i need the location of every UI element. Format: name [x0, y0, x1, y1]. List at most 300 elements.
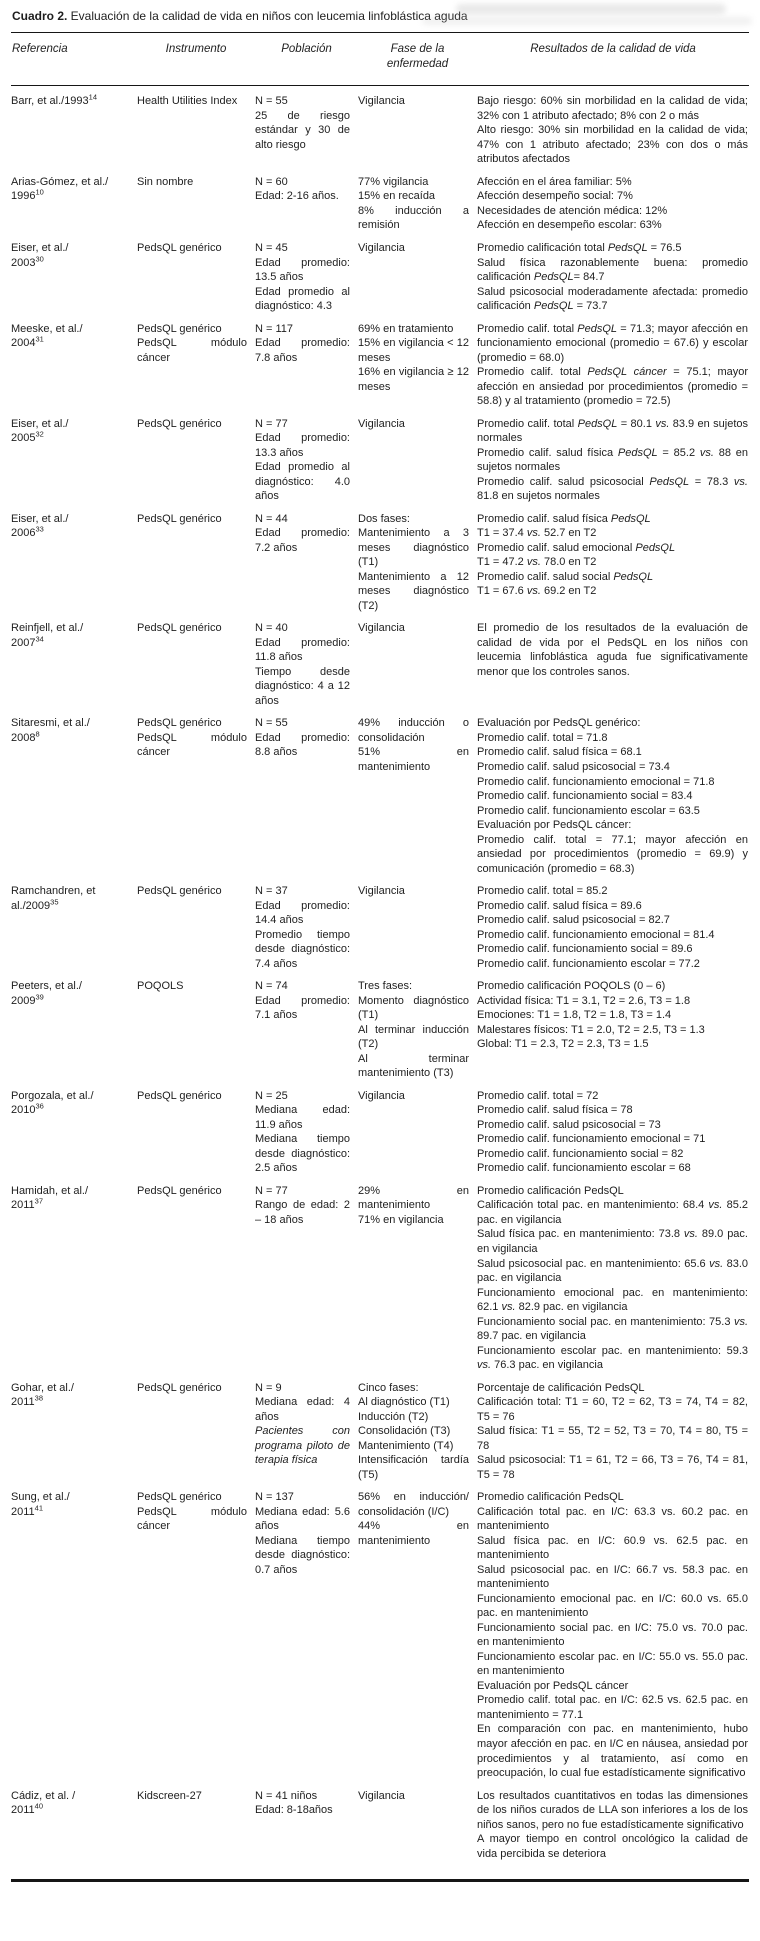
instrument-cell: [137, 876, 255, 971]
citation-superscript: 8: [35, 729, 40, 739]
population-cell: [255, 1176, 358, 1373]
table-row: [11, 1176, 749, 1373]
citation-superscript: 14: [88, 92, 98, 102]
results-cell: [477, 613, 749, 708]
table-caption-label: Cuadro 2.: [12, 9, 68, 23]
cell-line: 1996$^{10}$: [11, 187, 44, 203]
citation-superscript: 31: [35, 334, 44, 344]
cell-line: Porcentaje de calificación PedsQL: [477, 1381, 645, 1394]
cell-line: 51% en mantenimiento: [358, 746, 469, 773]
cell-line: Afección en el área familiar: 5%: [477, 175, 632, 188]
cell-line: Peeters, et al./: [11, 980, 82, 993]
cell-line: POQOLS: [137, 980, 184, 993]
cell-line: Promedio calificación PedsQL: [477, 1491, 624, 1504]
reference-cell: [11, 233, 137, 314]
cell-line: Kidscreen-27: [137, 1789, 202, 1802]
quality-of-life-table: [11, 33, 749, 1877]
cell-line: Bajo riesgo: 60% sin morbilidad en la calidad de vida; 32% con 1 atributo afectado; 8% con 2 o más: [477, 95, 748, 122]
instrument-cell: [137, 1081, 255, 1176]
table-row: [11, 971, 749, 1081]
cell-line: Vigilancia: [358, 1089, 405, 1102]
cell-line: Mediana edad: 4 años: [255, 1396, 350, 1423]
cell-line: N = 9: [255, 1381, 282, 1394]
cell-line: Evaluación por PedsQL genérico:: [477, 717, 641, 730]
phase-cell: [358, 167, 477, 233]
cell-line: 2005$^{32}$: [11, 429, 44, 445]
cell-line: Salud física pac. en I/C: 60.9 vs. 62.5 pac. en mantenimiento: [477, 1534, 748, 1562]
cell-line: 16% en vigilancia ≥ 12 meses: [358, 366, 469, 393]
cell-line: Promedio calificación POQOLS (0 – 6): [477, 980, 666, 993]
cell-line: Al diagnóstico (T1): [358, 1396, 450, 1409]
cell-line: Funcionamiento emocional pac. en mantenimiento: 62.1 vs. 82.9 pac. en vigilancia: [477, 1286, 748, 1314]
cell-line: 2006$^{33}$: [11, 524, 44, 540]
cell-line: PedsQL genérico: [137, 1089, 222, 1102]
cell-line: Promedio calif. funcionamiento social = 82: [477, 1147, 684, 1160]
population-cell: [255, 1482, 358, 1780]
cell-line: 71% en vigilancia: [358, 1213, 444, 1226]
instrument-cell: [137, 613, 255, 708]
cell-line: Arias-Gómez, et al./: [11, 175, 109, 188]
cell-line: Sung, et al./: [11, 1491, 70, 1504]
results-cell: [477, 1781, 749, 1878]
cell-line: Malestares físicos: T1 = 2.0, T2 = 2.5, T3 = 1.3: [477, 1023, 705, 1036]
cell-line: Promedio calif. salud social PedsQL: [477, 570, 654, 583]
cell-line: PedsQL módulo cáncer: [137, 1505, 247, 1533]
reference-cell: [11, 504, 137, 614]
phase-cell: [358, 314, 477, 409]
table-row: [11, 708, 749, 876]
cell-line: Promedio calif. salud física = 78: [477, 1104, 633, 1117]
cell-line: Sitaresmi, et al./: [11, 717, 90, 730]
cell-line: Vigilancia: [358, 417, 405, 430]
instrument-cell: [137, 1176, 255, 1373]
table-row: [11, 86, 749, 167]
population-cell: [255, 86, 358, 167]
cell-line: En comparación con pac. en mantenimiento, hubo mayor afección en pac. en I/C en náusea, ansiedad por procedimientos y al tratamiento, así como en preocupación, lo cual fue estadísticamente significativo: [477, 1723, 748, 1780]
citation-superscript: 30: [35, 253, 44, 263]
cell-line: Salud física: T1 = 55, T2 = 52, T3 = 70, T4 = 80, T5 = 78: [477, 1425, 748, 1452]
cell-line: Promedio calificación total PedsQL = 76.5: [477, 241, 682, 254]
cell-line: Barr, et al./1993$^{14}$: [11, 92, 98, 108]
reference-cell: [11, 314, 137, 409]
instrument-cell: [137, 971, 255, 1081]
cell-line: Evaluación por PedsQL cáncer:: [477, 819, 632, 832]
cell-line: Edad promedio al diagnóstico: 4.0 años: [255, 461, 350, 503]
reference-cell: [11, 971, 137, 1081]
cell-line: Intensificación tardía (T5): [358, 1454, 469, 1481]
cell-line: Reinfjell, et al./: [11, 622, 84, 635]
cell-line: Promedio calif. total = 77.1; mayor afección en ansiedad por procedimientos (promedio = 69.9) y comunicación (promedio = 68.3): [477, 833, 748, 875]
cell-line: Edad promedio: 7.1 años: [255, 994, 350, 1022]
cell-line: Eiser, et al./: [11, 417, 69, 430]
cell-line: Promedio calif. total = 72: [477, 1089, 599, 1102]
cell-line: Inducción (T2): [358, 1410, 429, 1423]
table-row: [11, 167, 749, 233]
population-cell: [255, 504, 358, 614]
cell-line: Mantenimiento (T4): [358, 1439, 454, 1452]
column-header-poblacion: Población: [255, 33, 358, 86]
cell-line: Promedio calif. total = 71.8: [477, 731, 608, 744]
cell-line: 2004$^{31}$: [11, 334, 44, 350]
citation-superscript: 34: [35, 634, 44, 644]
scan-smudge-artifact: [422, 17, 752, 25]
cell-line: Funcionamiento escolar pac. en I/C: 55.0 vs. 55.0 pac. en mantenimiento: [477, 1650, 748, 1678]
phase-cell: [358, 613, 477, 708]
reference-cell: [11, 167, 137, 233]
cell-line: Al terminar mantenimiento (T3): [358, 1052, 469, 1080]
phase-cell: [358, 1373, 477, 1483]
cell-line: PedsQL genérico: [137, 1381, 222, 1394]
cell-line: Tiempo desde diagnóstico: 4 a 12 años: [255, 665, 350, 707]
cell-line: N = 45: [255, 241, 288, 254]
cell-line: Necesidades de atención médica: 12%: [477, 204, 668, 217]
cell-line: 77% vigilancia: [358, 175, 429, 188]
cell-line: Promedio calif. salud psicosocial = 73: [477, 1118, 661, 1131]
reference-cell: [11, 1081, 137, 1176]
cell-line: PedsQL genérico: [137, 885, 222, 898]
cell-line: Mantenimiento a 12 meses diagnóstico (T2): [358, 570, 469, 612]
cell-line: Vigilancia: [358, 1789, 405, 1802]
table-row: [11, 1781, 749, 1878]
cell-line: N = 137: [255, 1491, 294, 1504]
cell-line: Mediana edad: 5.6 años: [255, 1505, 350, 1533]
cell-line: Alto riesgo: 30% sin morbilidad en la calidad de vida; 47% con 1 atributo afectado; 23% con dos o más atributos afectados: [477, 124, 748, 166]
cell-line: Sin nombre: [137, 175, 194, 188]
table-caption-text: Evaluación de la calidad de vida en niños con leucemia linfoblástica aguda: [67, 9, 468, 23]
table-row: [11, 1482, 749, 1780]
cell-line: 15% en recaída: [358, 190, 436, 203]
cell-line: El promedio de los resultados de la evaluación de calidad de vida por el PedsQL en los niños con leucemia linfoblástica aguda fue significativamente menor que los controles sanos.: [477, 622, 748, 678]
cell-line: T1 = 67.6 vs. 69.2 en T2: [477, 585, 597, 598]
cell-line: Funcionamiento escolar pac. en mantenimiento: 59.3 vs. 76.3 pac. en vigilancia: [477, 1344, 748, 1372]
cell-line: 69% en tratamiento: [358, 322, 454, 335]
results-cell: [477, 504, 749, 614]
cell-line: Promedio calif. funcionamiento escolar = 77.2: [477, 957, 700, 970]
cell-line: 29% en mantenimiento: [358, 1184, 469, 1212]
results-cell: [477, 314, 749, 409]
cell-line: Mediana tiempo desde diagnóstico: 2.5 años: [255, 1133, 350, 1175]
reference-cell: [11, 1373, 137, 1483]
cell-line: Eiser, et al./: [11, 241, 69, 254]
table-row: [11, 613, 749, 708]
cell-line: PedsQL genérico: [137, 322, 222, 335]
cell-line: Calificación total pac. en mantenimiento: 68.4 vs. 85.2 pac. en vigilancia: [477, 1199, 748, 1226]
cell-line: Edad promedio: 11.8 años: [255, 636, 350, 664]
phase-cell: [358, 409, 477, 504]
cell-line: Mantenimiento a 3 meses diagnóstico (T1): [358, 527, 469, 569]
cell-line: Edad promedio al diagnóstico: 4.3: [255, 285, 350, 313]
cell-line: Mediana tiempo desde diagnóstico: 0.7 años: [255, 1534, 350, 1576]
results-cell: [477, 1482, 749, 1780]
cell-line: Promedio calif. salud emocional PedsQL: [477, 541, 676, 554]
cell-line: Promedio calif. salud física PedsQL = 85.2 vs. 88 en sujetos normales: [477, 446, 748, 474]
citation-superscript: 41: [34, 1503, 43, 1513]
cell-line: Promedio tiempo desde diagnóstico: 7.4 años: [255, 928, 350, 970]
population-cell: [255, 1373, 358, 1483]
phase-cell: [358, 1781, 477, 1878]
reference-cell: [11, 613, 137, 708]
citation-superscript: 37: [34, 1196, 43, 1206]
cell-line: Eiser, et al./: [11, 512, 69, 525]
cell-line: Emociones: T1 = 1.8, T2 = 1.8, T3 = 1.4: [477, 1009, 672, 1022]
cell-line: Vigilancia: [358, 241, 405, 254]
cell-line: Edad promedio: 13.5 años: [255, 256, 350, 284]
cell-line: N = 44: [255, 512, 288, 525]
cell-line: Calificación total: T1 = 60, T2 = 62, T3 = 74, T4 = 82, T5 = 76: [477, 1396, 748, 1423]
cell-line: Meeske, et al./: [11, 322, 83, 335]
citation-superscript: 10: [35, 187, 44, 197]
instrument-cell: [137, 314, 255, 409]
cell-line: 2011$^{40}$: [11, 1801, 43, 1817]
instrument-cell: [137, 409, 255, 504]
reference-cell: [11, 86, 137, 167]
cell-line: Momento diagnóstico (T1): [358, 994, 469, 1022]
cell-line: 2009$^{39}$: [11, 992, 44, 1007]
cell-line: PedsQL genérico: [137, 1184, 222, 1197]
cell-line: 2007$^{34}$: [11, 634, 44, 649]
instrument-cell: [137, 708, 255, 876]
results-cell: [477, 1176, 749, 1373]
cell-line: PedsQL genérico: [137, 241, 222, 254]
cell-line: Salud psicosocial pac. en I/C: 66.7 vs. 58.3 pac. en mantenimiento: [477, 1563, 748, 1591]
instrument-cell: [137, 167, 255, 233]
cell-line: N = 60: [255, 175, 288, 188]
cell-line: 49% inducción o consolidación: [358, 717, 469, 744]
cell-line: N = 55: [255, 95, 288, 108]
table-row: [11, 876, 749, 971]
cell-line: Salud psicosocial moderadamente afectada: promedio calificación PedsQL = 73.7: [477, 285, 748, 313]
citation-superscript: 32: [35, 429, 44, 439]
cell-line: al./2009$^{35}$: [11, 896, 59, 912]
cell-line: PedsQL genérico: [137, 512, 222, 525]
phase-cell: [358, 86, 477, 167]
phase-cell: [358, 233, 477, 314]
population-cell: [255, 1781, 358, 1878]
cell-line: Health Utilities Index: [137, 95, 238, 108]
population-cell: [255, 233, 358, 314]
cell-line: Edad promedio: 13.3 años: [255, 432, 350, 459]
cell-line: Promedio calif. total PedsQL cáncer = 75.1; mayor afección en ansiedad por procedimientos (promedio = 58.8) y al tratamiento (promedio = 72.5): [477, 366, 749, 408]
cell-line: Promedio calif. total PedsQL = 71.3; mayor afección en funcionamiento emocional (promedio = 67.6) y escolar (promedio = 68.0): [477, 322, 749, 364]
population-cell: [255, 708, 358, 876]
cell-line: Promedio calif. funcionamiento social = 89.6: [477, 943, 693, 956]
cell-line: Edad promedio: 7.8 años: [255, 337, 350, 364]
population-cell: [255, 613, 358, 708]
cell-line: Edad: 8-18años: [255, 1804, 333, 1817]
scan-smudge-artifact: [456, 4, 726, 14]
cell-line: Salud psicosocial: T1 = 61, T2 = 66, T3 = 76, T4 = 81, T5 = 78: [477, 1454, 748, 1481]
reference-cell: [11, 708, 137, 876]
cell-line: 2003$^{30}$: [11, 253, 44, 269]
cell-line: N = 55: [255, 717, 288, 730]
cell-line: Edad: 2-16 años.: [255, 190, 339, 203]
reference-cell: [11, 876, 137, 971]
citation-superscript: 38: [34, 1393, 43, 1403]
cell-line: Promedio calif. salud física = 68.1: [477, 746, 642, 759]
population-cell: [255, 314, 358, 409]
cell-line: Promedio calificación PedsQL: [477, 1184, 624, 1197]
results-cell: [477, 876, 749, 971]
cell-line: N = 117: [255, 322, 294, 335]
cell-line: Promedio calif. funcionamiento emocional = 71.8: [477, 775, 715, 788]
cell-line: Promedio calif. salud psicosocial PedsQL = 78.3 vs. 81.8 en sujetos normales: [477, 475, 748, 503]
cell-line: N = 40: [255, 622, 288, 635]
cell-line: Ramchandren, et: [11, 885, 96, 898]
cell-line: Consolidación (T3): [358, 1425, 451, 1438]
cell-line: Mediana edad: 11.9 años: [255, 1104, 350, 1131]
instrument-cell: [137, 504, 255, 614]
cell-line: Promedio calif. salud física = 89.6: [477, 899, 642, 912]
column-header-instrumento: Instrumento: [137, 33, 255, 86]
cell-line: A mayor tiempo en control oncológico la calidad de vida percibida se deteriora: [477, 1833, 748, 1860]
instrument-cell: [137, 233, 255, 314]
cell-line: 44% en mantenimiento: [358, 1520, 469, 1547]
table-row: [11, 409, 749, 504]
column-header-referencia: Referencia: [11, 33, 137, 86]
cell-line: Promedio calif. funcionamiento emocional = 81.4: [477, 928, 715, 941]
cell-line: Promedio calif. funcionamiento emocional = 71: [477, 1133, 706, 1146]
phase-cell: [358, 1482, 477, 1780]
table-body: [11, 86, 749, 1877]
cell-line: Promedio calif. funcionamiento escolar = 63.5: [477, 804, 700, 817]
instrument-cell: [137, 1482, 255, 1780]
cell-line: N = 41 niños: [255, 1789, 318, 1802]
cell-line: Promedio calif. total = 85.2: [477, 885, 608, 898]
citation-superscript: 36: [35, 1101, 44, 1111]
reference-cell: [11, 1482, 137, 1780]
cell-line: N = 37: [255, 885, 288, 898]
phase-cell: [358, 971, 477, 1081]
cell-line: Pacientes con programa piloto de terapia física: [255, 1425, 350, 1467]
cell-line: Promedio calif. funcionamiento escolar = 68: [477, 1162, 691, 1175]
cell-line: Rango de edad: 2 – 18 años: [255, 1199, 350, 1226]
phase-cell: [358, 708, 477, 876]
phase-cell: [358, 876, 477, 971]
instrument-cell: [137, 1373, 255, 1483]
cell-line: Vigilancia: [358, 95, 405, 108]
cell-line: Funcionamiento social pac. en I/C: 75.0 vs. 70.0 pac. en mantenimiento: [477, 1621, 748, 1649]
population-cell: [255, 1081, 358, 1176]
cell-line: Vigilancia: [358, 622, 405, 635]
cell-line: Cádiz, et al. /: [11, 1789, 76, 1802]
cell-line: Evaluación por PedsQL cáncer: [477, 1679, 629, 1692]
population-cell: [255, 167, 358, 233]
cell-line: Calificación total pac. en I/C: 63.3 vs. 60.2 pac. en mantenimiento: [477, 1505, 748, 1533]
cell-line: 8% inducción a remisión: [358, 204, 469, 232]
population-cell: [255, 409, 358, 504]
cell-line: Salud física pac. en mantenimiento: 73.8 vs. 89.0 pac. en vigilancia: [477, 1228, 748, 1255]
table-bottom-rule: [11, 1879, 749, 1882]
phase-cell: [358, 504, 477, 614]
reference-cell: [11, 1781, 137, 1878]
cell-line: Promedio calif. salud psicosocial = 82.7: [477, 914, 670, 927]
cell-line: Global: T1 = 2.3, T2 = 2.3, T3 = 1.5: [477, 1038, 649, 1051]
results-cell: [477, 1373, 749, 1483]
citation-superscript: 40: [34, 1801, 43, 1811]
cell-line: 2011$^{37}$: [11, 1196, 43, 1212]
cell-line: PedsQL módulo cáncer: [137, 337, 247, 364]
cell-line: Edad promedio: 7.2 años: [255, 527, 350, 554]
phase-cell: [358, 1081, 477, 1176]
cell-line: PedsQL genérico: [137, 717, 222, 730]
cell-line: Porgozala, et al./: [11, 1089, 94, 1102]
cell-line: Los resultados cuantitativos en todas las dimensiones de los niños curados de LLA son inferiores a los de los niños sanos, pero no fue estadísticamente significativo: [477, 1789, 748, 1831]
results-cell: [477, 708, 749, 876]
citation-superscript: 33: [35, 524, 44, 534]
cell-line: PedsQL genérico: [137, 622, 222, 635]
cell-line: Salud psicosocial pac. en mantenimiento: 65.6 vs. 83.0 pac. en vigilancia: [477, 1257, 749, 1285]
results-cell: [477, 409, 749, 504]
cell-line: Salud física razonablemente buena: promedio calificación PedsQL= 84.7: [477, 256, 748, 284]
cell-line: Hamidah, et al./: [11, 1184, 89, 1197]
cell-line: 15% en vigilancia < 12 meses: [358, 337, 469, 364]
cell-line: 56% en inducción/ consolidación (I/C): [358, 1491, 469, 1518]
column-header-resultados: Resultados de la calidad de vida: [477, 33, 749, 86]
phase-cell: [358, 1176, 477, 1373]
results-cell: [477, 971, 749, 1081]
cell-line: N = 77: [255, 1184, 288, 1197]
cell-line: 2011$^{38}$: [11, 1393, 43, 1409]
cell-line: Actividad física: T1 = 3.1, T2 = 2.6, T3 = 1.8: [477, 994, 691, 1007]
cell-line: Promedio calif. salud psicosocial = 73.4: [477, 761, 670, 773]
cell-line: Vigilancia: [358, 885, 405, 898]
reference-cell: [11, 1176, 137, 1373]
population-cell: [255, 971, 358, 1081]
citation-superscript: 35: [50, 896, 59, 906]
table-row: [11, 233, 749, 314]
reference-cell: [11, 409, 137, 504]
instrument-cell: [137, 1781, 255, 1878]
cell-line: 25 de riesgo estándar y 30 de alto riesgo: [255, 109, 350, 151]
instrument-cell: [137, 86, 255, 167]
cell-line: Funcionamiento social pac. en mantenimiento: 75.3 vs. 89.7 pac. en vigilancia: [477, 1315, 748, 1343]
results-cell: [477, 86, 749, 167]
table-row: [11, 504, 749, 614]
cell-line: 2011$^{41}$: [11, 1503, 43, 1518]
cell-line: Tres fases:: [358, 980, 412, 993]
cell-line: T1 = 47.2 vs. 78.0 en T2: [477, 556, 597, 569]
population-cell: [255, 876, 358, 971]
cell-line: PedsQL módulo cáncer: [137, 731, 247, 759]
table-row: [11, 314, 749, 409]
cell-line: Promedio calif. total PedsQL = 80.1 vs. 83.9 en sujetos normales: [477, 417, 748, 445]
cell-line: Gohar, et al./: [11, 1381, 74, 1394]
table-header: [11, 33, 749, 86]
table-row: [11, 1373, 749, 1483]
cell-line: PedsQL genérico: [137, 1491, 222, 1504]
cell-line: Promedio calif. funcionamiento social = 83.4: [477, 790, 693, 803]
cell-line: Afección desempeño social: 7%: [477, 190, 633, 203]
cell-line: Promedio calif. salud física PedsQL: [477, 512, 651, 525]
cell-line: 2008$^8$: [11, 729, 40, 744]
results-cell: [477, 167, 749, 233]
cell-line: Afección en desempeño escolar: 63%: [477, 219, 662, 232]
cell-line: N = 74: [255, 980, 288, 993]
results-cell: [477, 233, 749, 314]
cell-line: N = 25: [255, 1089, 288, 1102]
results-cell: [477, 1081, 749, 1176]
cell-line: Funcionamiento emocional pac. en I/C: 60.0 vs. 65.0 pac. en mantenimiento: [477, 1592, 748, 1620]
cell-line: Edad promedio: 8.8 años: [255, 731, 350, 759]
cell-line: Promedio calif. total pac. en I/C: 62.5 vs. 62.5 pac. en mantenimiento = 77.1: [477, 1694, 748, 1721]
column-header-fase: Fase de la enfermedad: [358, 33, 477, 86]
cell-line: Cinco fases:: [358, 1381, 419, 1394]
cell-line: Dos fases:: [358, 512, 410, 525]
cell-line: Edad promedio: 14.4 años: [255, 899, 350, 927]
cell-line: N = 77: [255, 417, 288, 430]
cell-line: 2010$^{36}$: [11, 1101, 44, 1117]
citation-superscript: 39: [35, 992, 44, 1002]
